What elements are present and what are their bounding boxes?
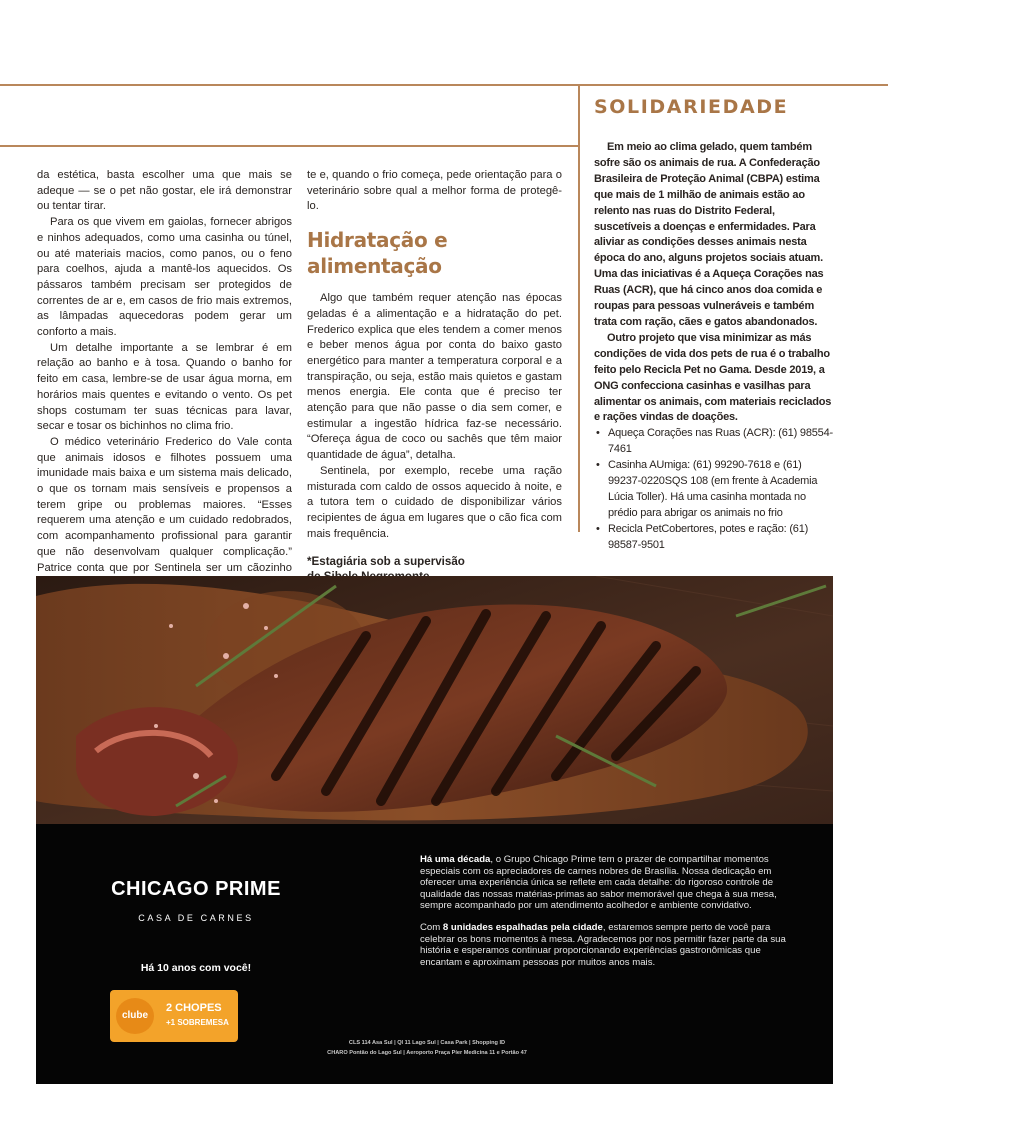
brand-subtitle: CASA DE CARNES (138, 913, 254, 923)
badge-subtitle: +1 SOBREMESA (166, 1018, 229, 1027)
paragraph: O médico veterinário Frederico do Vale conta que animais idosos e filhotes possuem uma imunidade mais baixa e um sistema mais delicado, o que os tornam mais sensíveis e propensos a terem gripe ou problemas maiores. “Esses requerem uma atenção e um cuidado redobrados, com acompanhamento profissional para garantir que não desenvolvam qualquer complicação.” Patrice conta que por Sentinela ser um cãozinho (37, 435, 292, 574)
contact-list (594, 426, 834, 553)
paragraph: Um detalhe importante a se lembrar é em relação ao banho e à tosa. Quando o banho for feito em casa, lembre-se de usar água morna, em horários mais quentes e evitando o vento. Os pet shops costumam ter suas técnicas para lavar, secar e tosar os bichinhos no clima frio. (37, 341, 292, 433)
list-item: • Recicla PetCobertores, potes e ração: (61) 98587-9501 (594, 522, 834, 554)
ad-text-span: , estaremos sempre perto de você para celebrar os bons momentos à mesa. Agradecemos por nos permitir fazer parte da sua história e esperamos continuar proporcionando experiências gastronômicas que encantam e aproximam pessoas por muitos anos mais. (420, 921, 786, 968)
ad-text-span: Com (420, 921, 443, 933)
paragraph: Em meio ao clima gelado, quem também sofre são os animais de rua. A Confederação Brasileira de Proteção Animal (CBPA) estima que mais de 1 milhão de animais estão ao relento nas ruas do Distrito Federal, suscetíveis a doenças e enfermidades. Para aliviar as condições desses animais nesta época do ano, alguns projetos sociais atuam. Uma das iniciativas é a Aqueça Corações nas Ruas (ACR), que há cinco anos doa comida e roupas para pessoas vulneráveis e também trata com ração, cães e gatos abandonados. (594, 141, 824, 328)
ad-paragraph (420, 854, 790, 912)
sidebar-title: SOLIDARIEDADE (594, 96, 789, 118)
paragraph: te e, quando o frio começa, pede orientação para o veterinário sobre qual a melhor forma de protegê-lo. (307, 169, 562, 213)
promo-badge (110, 990, 238, 1042)
article-column-1 (37, 168, 292, 608)
byline-line: *Estagiária sob a supervisão (307, 555, 465, 569)
ad-copy (420, 854, 790, 978)
sidebar-box (594, 96, 834, 554)
advertisement (36, 576, 833, 1084)
top-rule (0, 84, 888, 86)
header-rule (0, 145, 578, 147)
paragraph: da estética, basta escolher uma que mais se adeque — se o pet não gostar, ele irá demonstrar ou tentar tirar. (37, 169, 292, 213)
address-line: CHARO Pontão do Lago Sul | Aeroporto Praça Píer Medicina 11 e Portão 47 (327, 1050, 527, 1056)
address-line: CLS 114 Asa Sul | QI 11 Lago Sul | Casa Park | Shopping ID (348, 1040, 506, 1046)
badge-title: 2 CHOPES (166, 1002, 222, 1014)
section-heading: Hidratação e alimentação (307, 228, 448, 279)
article-column-2 (307, 168, 562, 584)
brand-block (80, 878, 312, 923)
ad-paragraph (420, 922, 790, 968)
paragraph: Sentinela, por exemplo, recebe uma ração misturada com caldo de ossos aquecido à noite, e a tutora tem o cuidado de disponibilizar vários recipientes de água em lugares que o cão fica com mais frequência. (307, 464, 562, 540)
paragraph: Para os que vivem em gaiolas, fornecer abrigos e ninhos adequados, como uma casinha ou túnel, ou até materiais macios, como panos, ou o feno para coelhos, ajuda a mantê-los aquecidos. Os pássaros também precisam ser protegidos de correntes de ar e, em casos de frio mais extremos, as lâmpadas aquecedoras podem gerar um conforto a mais. (37, 216, 292, 339)
list-item: • Aqueça Corações nas Ruas (ACR): (61) 98554-7461 (594, 426, 834, 458)
brand-name: CHICAGO PRIME (111, 878, 281, 900)
ad-emphasis: Há uma década (420, 854, 491, 865)
ad-emphasis: 8 unidades espalhadas pela cidade (442, 921, 603, 933)
list-item: • Casinha AUmiga: (61) 99290-7618 e (61) 99237-0220SQS 108 (em frente à Academia Lúcia Toller). Há uma casinha montada no prédio para abrigar os animais no frio (594, 458, 834, 522)
steak-photo (36, 576, 833, 824)
clube-logo: clube (116, 998, 154, 1034)
ad-addresses (272, 1038, 582, 1058)
sidebar-divider (578, 86, 580, 532)
paragraph: Algo que também requer atenção nas épocas geladas é a alimentação e a hidratação do pet. Frederico explica que eles tendem a comer menos e beber menos água por conta do baixo gasto energético para manter a temperatura corporal e a transpiração, ou seja, estão mais quietos e gastam menos energia. Ele conta que é preciso ter atenção para que não passe o dia sem comer, e estimular a ingestão hídrica faz-se necessário. “Ofereça água de coco ou sachês que têm maior quantidade de água”, detalha. (307, 292, 562, 462)
ad-text-span: , o Grupo Chicago Prime tem o prazer de compartilhar momentos especiais com os apreciadores de carnes nobres de Brasília. Nossa dedicação em oferecer uma experiência única se reflete em cada detalhe: do rigoroso controle de qualidade das nossas matérias-primas ao sabor memorável que chega à sua mesa, sempre acompanhado por um atendimento acolhedor e ambiente convidativo. (420, 854, 777, 912)
sidebar-text (594, 140, 834, 554)
paragraph: Outro projeto que visa minimizar as más condições de vida dos pets de rua é o trabalho feito pelo Recicla Pet no Gama. Desde 2019, a ONG confecciona casinhas e vasilhas para alimentar os animais, com materiais reciclados e rações vindas de doações. (594, 331, 832, 424)
brand-tagline: Há 10 anos com você! (140, 962, 252, 974)
